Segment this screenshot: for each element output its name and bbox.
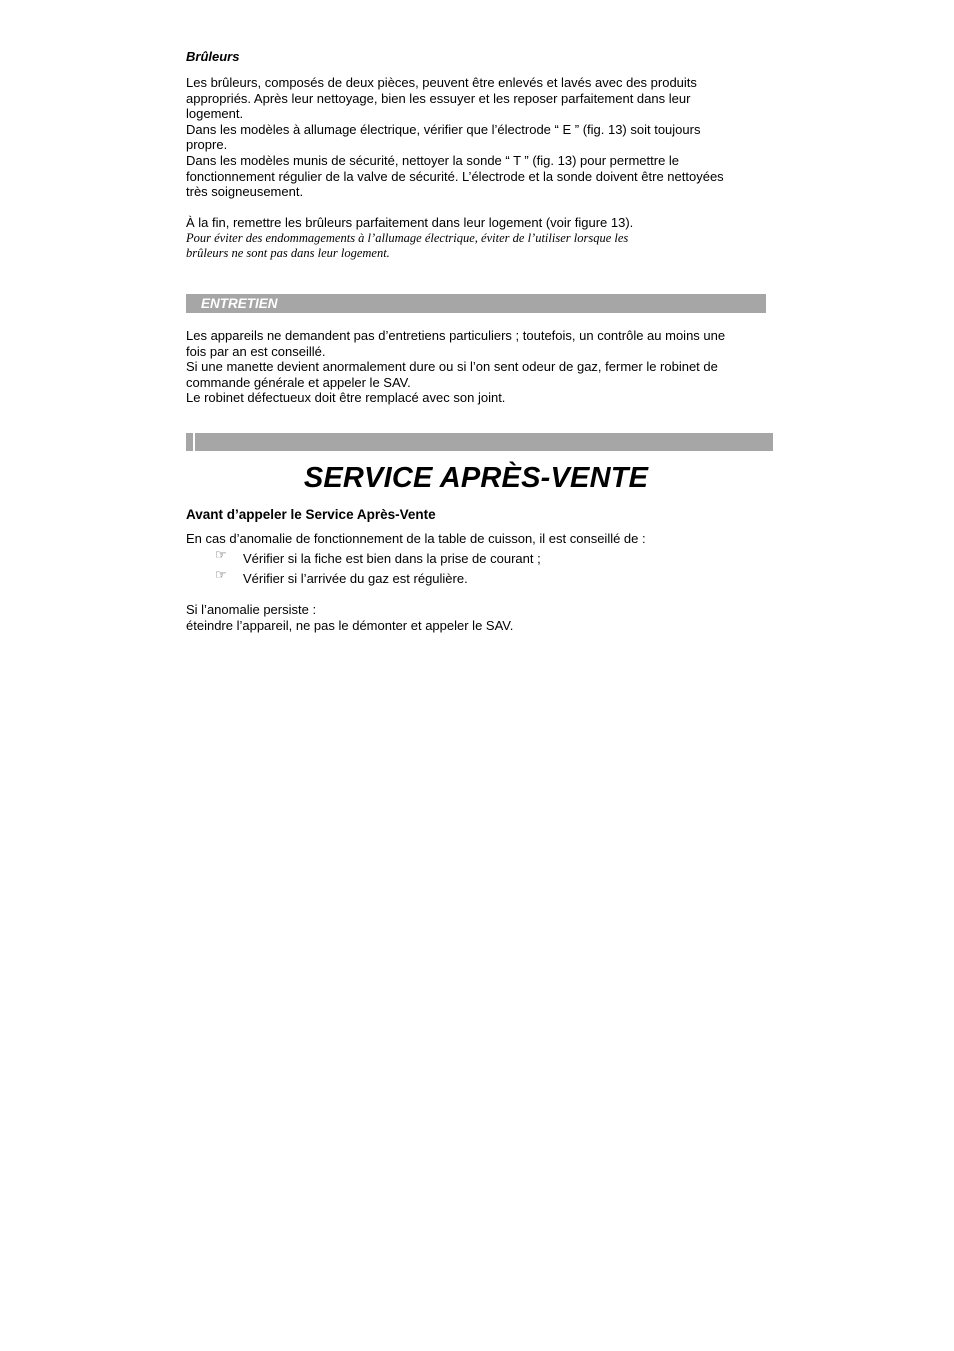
text-line: fois par an est conseillé. [186,343,326,359]
maintenance-paragraph [186,328,766,406]
burners-final-paragraph [186,215,766,262]
list-item [215,549,755,569]
text-line: commande générale et appeler le SAV. [186,374,411,390]
note-line: Pour éviter des endommagements à l’allumage électrique, éviter de l’utiliser lorsque les [186,230,629,245]
text-line: fonctionnement régulier de la valve de sécurité. L’électrode et la sonde doivent être nettoyées [186,168,724,184]
text-line: éteindre l’appareil, ne pas le démonter et appeler le SAV. [186,617,514,633]
burners-heading: Brûleurs [186,49,240,64]
text-line: logement. [186,106,244,122]
text-line: Dans les modèles munis de sécurité, nettoyer la sonde “ T ” (fig. 13) pour permettre le [186,152,680,168]
text-line: Dans les modèles à allumage électrique, vérifier que l’électrode “ E ” (fig. 13) soit toujours [186,121,701,137]
text-line: très soigneusement. [186,184,304,200]
service-title: SERVICE APRÈS-VENTE [303,462,649,494]
maintenance-heading: ENTRETIEN [201,296,278,311]
divider-notch [193,433,195,451]
service-intro: En cas d’anomalie de fonctionnement de la table de cuisson, il est conseillé de : [186,531,646,546]
maintenance-heading-bar [186,294,766,313]
persist-paragraph [186,602,513,633]
service-subtitle: Avant d’appeler le Service Après-Vente [186,507,436,522]
pointing-hand-icon: ☞ [215,547,227,562]
text-line: Les appareils ne demandent pas d’entretiens particuliers ; toutefois, un contrôle au moins une [186,328,726,343]
pointing-hand-icon: ☞ [215,567,227,582]
section-divider-bar [186,433,773,451]
list-item-text: Vérifier si la fiche est bien dans la prise de courant ; [243,551,541,566]
list-item [215,569,755,589]
final-line: À la fin, remettre les brûleurs parfaitement dans leur logement (voir figure 13). [186,215,634,230]
text-line: appropriés. Après leur nettoyage, bien les essuyer et les reposer parfaitement dans leur [186,90,691,106]
list-item-text: Vérifier si l’arrivée du gaz est régulière. [243,571,468,586]
text-line: Si l’anomalie persiste : [186,602,317,617]
text-line: Les brûleurs, composés de deux pièces, peuvent être enlevés et lavés avec des produits [186,75,697,90]
burners-paragraph [186,75,766,200]
text-line: Si une manette devient anormalement dure ou si l’on sent odeur de gaz, fermer le robinet de [186,359,718,375]
checks-list [215,549,755,589]
text-line: propre. [186,137,228,153]
text-line: Le robinet défectueux doit être remplacé avec son joint. [186,390,506,406]
note-line: brûleurs ne sont pas dans leur logement. [186,246,390,261]
